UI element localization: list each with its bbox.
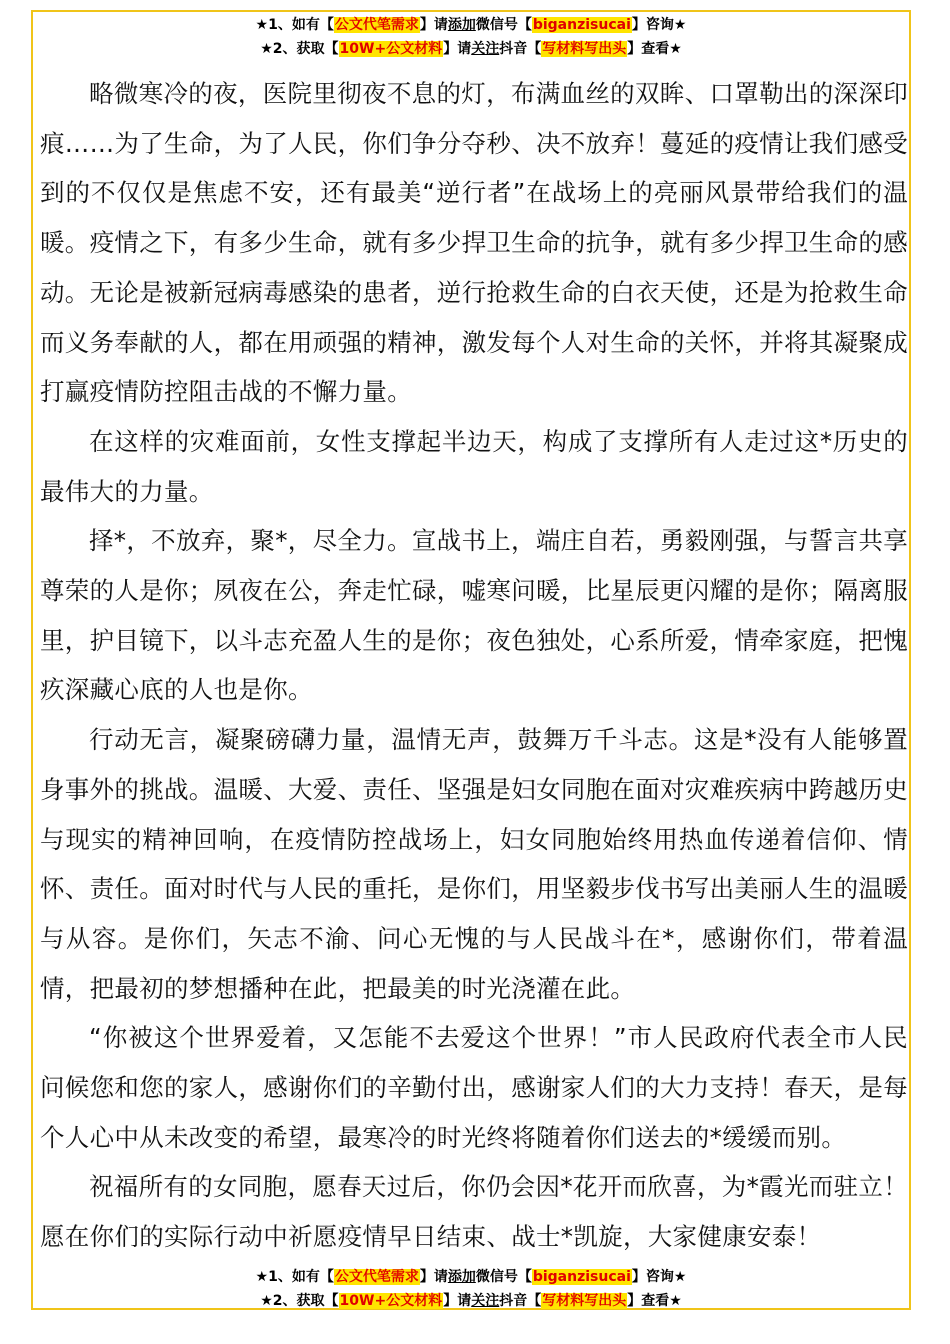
banner-line-1 <box>33 13 909 37</box>
emphasis-text: 关注 <box>471 1293 500 1309</box>
highlight-service: 公文代笔需求 <box>334 17 419 33</box>
document-body <box>40 69 908 1262</box>
header-banner <box>33 13 909 61</box>
paragraph: “你被这个世界爱着，又怎能不去爱这个世界！”市人民政府代表全市人民问候您和您的家人，感谢你们的辛勤付出，感谢家人们的大力支持！春天，是每个人心中从未改变的希望，最寒冷的时光终将随着你们送去的*缓缓而别。 <box>40 1023 908 1152</box>
paragraph: 择*，不放弃，聚*，尽全力。宣战书上，端庄自若，勇毅刚强，与誓言共享尊荣的人是你；夙夜在公，奔走忙碌，嘘寒问暖，比星辰更闪耀的是你；隔离服里，护目镜下，以斗志充盈人生的是你；夜色独处，心系所爱，情牵家庭，把愧疚深藏心底的人也是你。 <box>40 526 908 705</box>
paragraph: 在这样的灾难面前，女性支撑起半边天，构成了支撑所有人走过这*历史的最伟大的力量。 <box>40 426 908 506</box>
paragraph: 行动无言，凝聚磅礴力量，温情无声，鼓舞万千斗志。这是*没有人能够置身事外的挑战。温暖、大爱、责任、坚强是妇女同胞在面对灾难疾病中跨越历史与现实的精神回响，在疫情防控战场上，妇女同胞始终用热血传递着信仰、情怀、责任。面对时代与人民的重托，是你们，用坚毅步伐书写出美丽人生的温暖与从容。是你们，矢志不渝、问心无愧的与人民战斗在*，感谢你们，带着温情，把最初的梦想播种在此，把最美的时光浇灌在此。 <box>40 725 908 1003</box>
highlight-wechat-id: biganzisucai <box>532 17 631 33</box>
banner-text: 】请 <box>419 17 448 33</box>
banner-text: 】咨询★ <box>631 1269 687 1285</box>
banner-text: 】查看★ <box>627 41 682 57</box>
banner-text: 】咨询★ <box>631 17 687 33</box>
highlight-wechat-id: biganzisucai <box>532 1269 631 1285</box>
star-icon: ★ <box>255 17 269 33</box>
banner-text: 】查看★ <box>627 1293 682 1309</box>
banner-text: 】请 <box>443 41 472 57</box>
emphasis-text: 关注 <box>471 41 500 57</box>
banner-text: 】请 <box>443 1293 472 1309</box>
footer-banner <box>33 1265 909 1313</box>
banner-line-2 <box>33 37 909 61</box>
banner-line-2 <box>33 1289 909 1313</box>
banner-text: 抖音【 <box>499 1293 542 1309</box>
paragraph: 祝福所有的女同胞，愿春天过后，你仍会因*花开而欣喜，为*霞光而驻立！愿在你们的实际行动中祈愿疫情早日结束、战士*凯旋，大家健康安泰！ <box>40 1172 908 1252</box>
emphasis-text: 添加 <box>447 17 476 33</box>
emphasis-text: 添加 <box>447 1269 476 1285</box>
star-icon: ★ <box>260 1293 273 1309</box>
highlight-service: 公文代笔需求 <box>334 1269 419 1285</box>
star-icon: ★ <box>260 41 273 57</box>
banner-text: 2、获取【 <box>272 41 339 57</box>
highlight-materials: 10W+公文材料 <box>339 41 443 57</box>
banner-text: 】请 <box>419 1269 448 1285</box>
banner-text: 1、如有【 <box>268 17 334 33</box>
banner-text: 微信号【 <box>475 17 532 33</box>
banner-text: 微信号【 <box>475 1269 532 1285</box>
highlight-douyin-id: 写材料写出头 <box>542 1293 627 1309</box>
banner-text: 抖音【 <box>499 41 542 57</box>
star-icon: ★ <box>255 1269 269 1285</box>
banner-text: 2、获取【 <box>272 1293 339 1309</box>
highlight-douyin-id: 写材料写出头 <box>542 41 627 57</box>
paragraph: 略微寒冷的夜，医院里彻夜不息的灯，布满血丝的双眸、口罩勒出的深深印痕……为了生命，为了人民，你们争分夺秒、决不放弃！蔓延的疫情让我们感受到的不仅仅是焦虑不安，还有最美“逆行者”在战场上的亮丽风景带给我们的温暖。疫情之下，有多少生命，就有多少捍卫生命的抗争，就有多少捍卫生命的感动。无论是被新冠病毒感染的患者，逆行抢救生命的白衣天使，还是为抢救生命而义务奉献的人，都在用顽强的精神，激发每个人对生命的关怀，并将其凝聚成打赢疫情防控阻击战的不懈力量。 <box>40 79 908 407</box>
banner-text: 1、如有【 <box>268 1269 334 1285</box>
banner-line-1 <box>33 1265 909 1289</box>
highlight-materials: 10W+公文材料 <box>339 1293 443 1309</box>
